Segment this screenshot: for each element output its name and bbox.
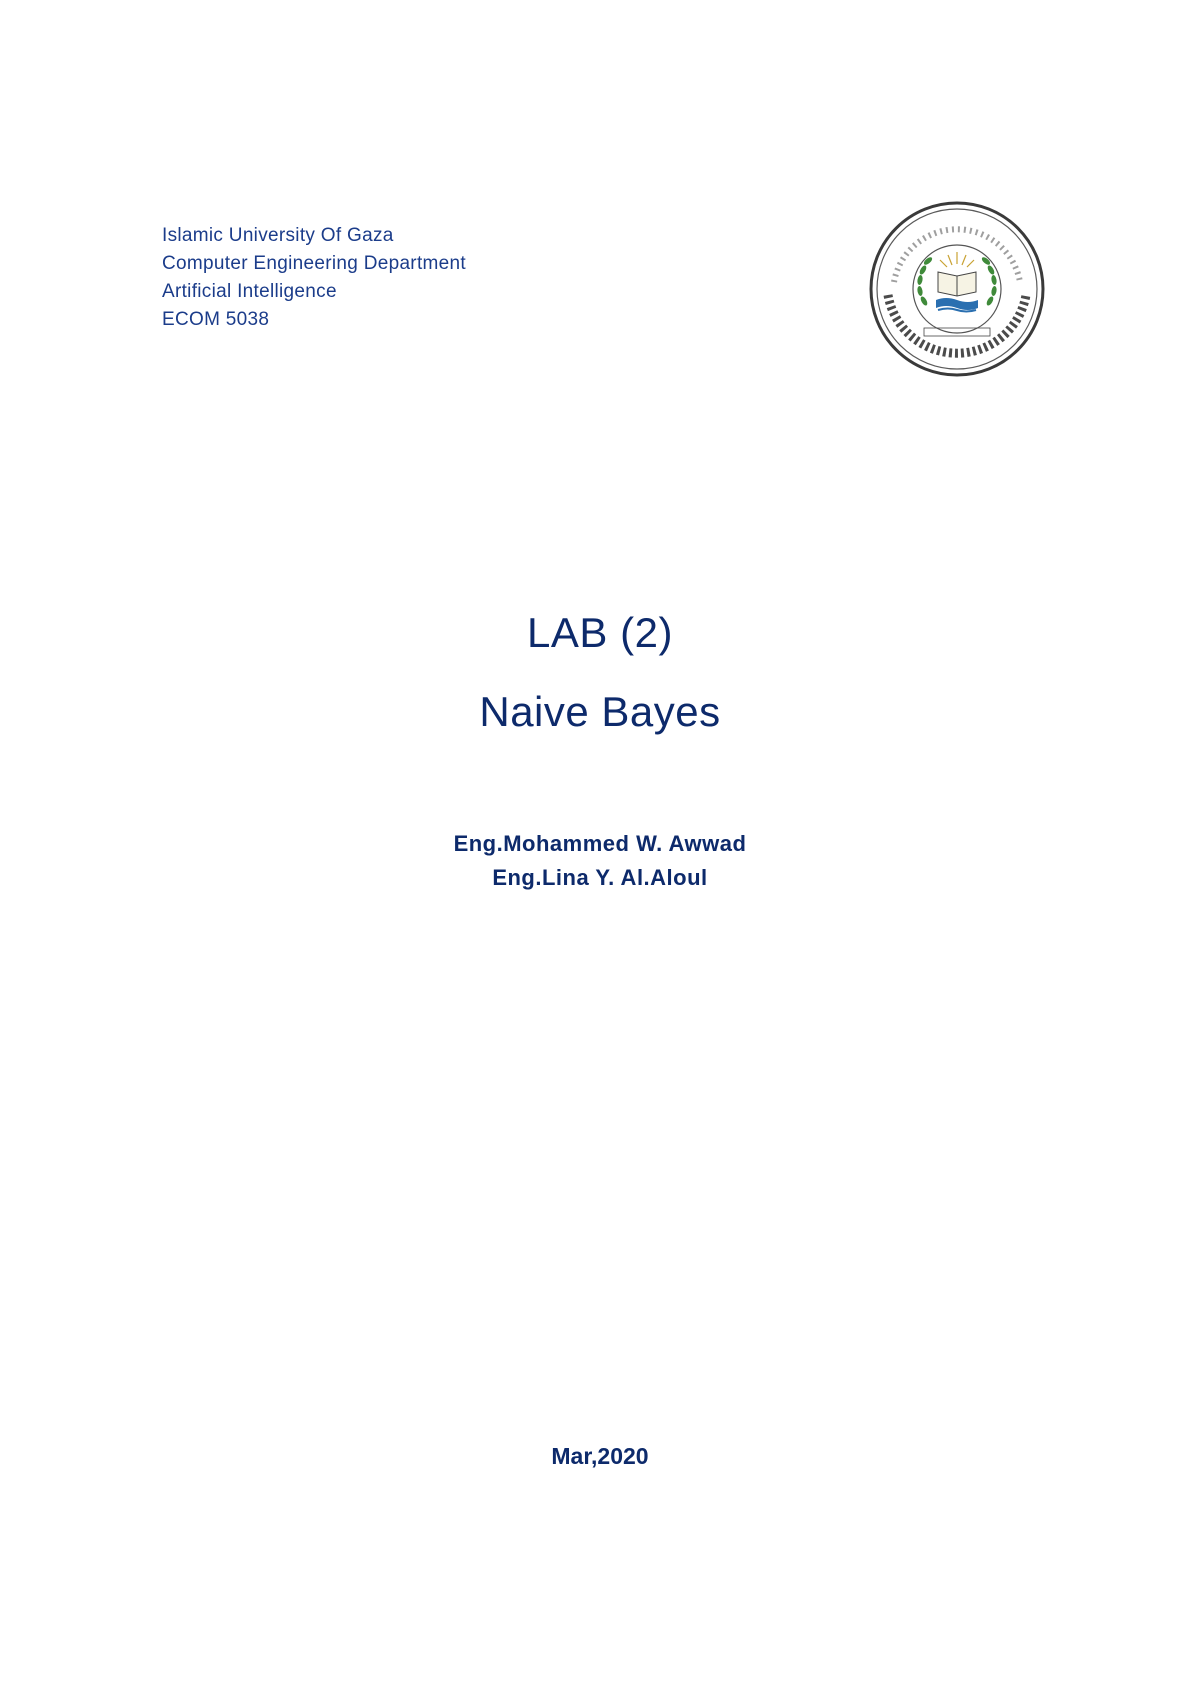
university-seal-icon — [868, 200, 1046, 378]
lab-subtitle: Naive Bayes — [479, 688, 721, 735]
author-2: Eng.Lina Y. Al.Aloul — [492, 865, 708, 890]
author-1: Eng.Mohammed W. Awwad — [453, 831, 747, 856]
course-code: ECOM 5038 — [162, 309, 270, 330]
document-date: Mar,2020 — [551, 1443, 649, 1469]
department-name: Computer Engineering Department — [162, 253, 466, 274]
authors — [0, 827, 1200, 895]
university-name: Islamic University Of Gaza — [162, 225, 394, 246]
course-name: Artificial Intelligence — [162, 281, 337, 302]
university-seal-graphic — [868, 200, 1046, 378]
header-info — [162, 222, 466, 334]
lab-title: LAB (2) — [527, 609, 673, 656]
